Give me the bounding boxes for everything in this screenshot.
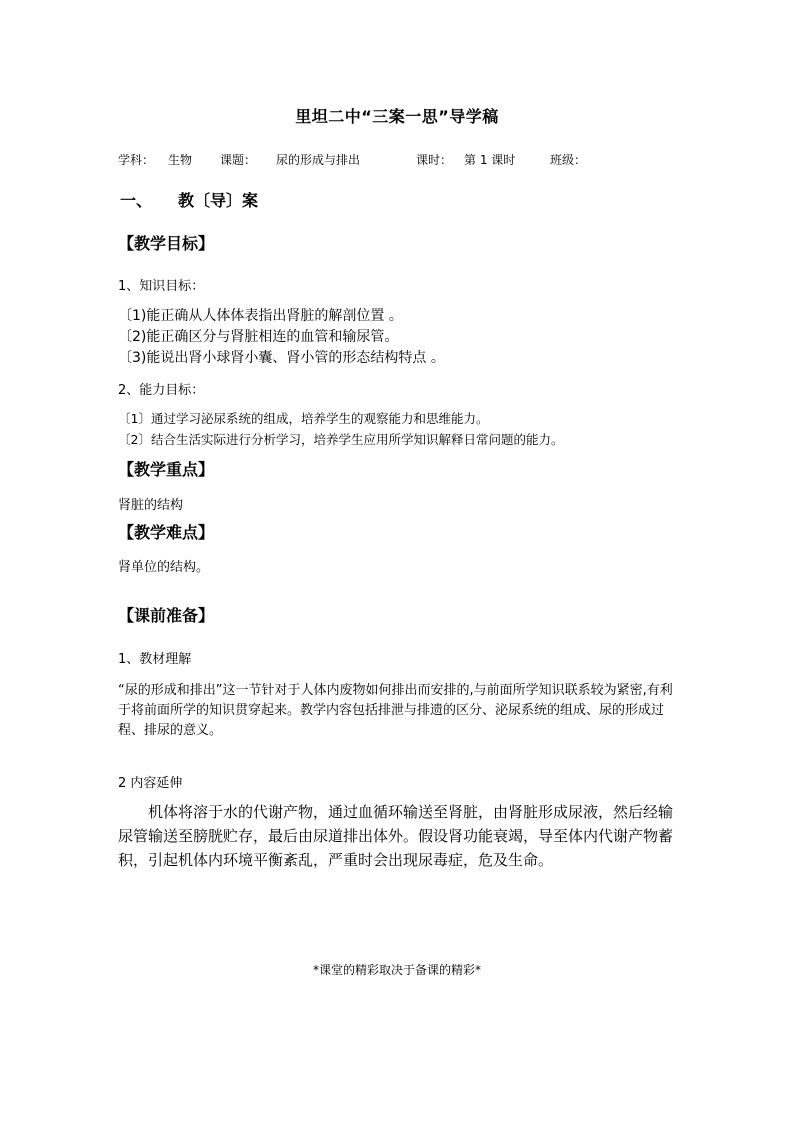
subject-label: 学科： <box>118 153 155 167</box>
class-label: 班级： <box>550 153 587 167</box>
teaching-difficulty-content: 肾单位的结构。 <box>118 560 210 575</box>
material-understanding-label: 1、教材理解 <box>118 652 192 667</box>
document-title: 里坦二中“三案一思”导学稿 <box>295 107 499 126</box>
subject-value: 生物 <box>168 153 193 167</box>
ability-goal-item: 〔1〕通过学习泌尿系统的组成，培养学生的观察能力和思维能力。 <box>118 411 489 426</box>
teaching-focus-content: 肾脏的结构 <box>118 498 184 513</box>
teaching-difficulty-heading: 【教学难点】 <box>118 523 215 542</box>
ability-goal-item: 〔2〕结合生活实际进行分析学习，培养学生应用所学知识解释日常问题的能力。 <box>118 432 564 447</box>
content-extension-label: 2 内容延伸 <box>118 776 183 791</box>
knowledge-goal-item: 〔1)能正确从人体体表指出肾脏的解剖位置 。 <box>118 308 403 324</box>
period-label: 课时： <box>416 153 453 167</box>
footer-motto: *课堂的精彩取决于备课的精彩* <box>312 963 481 977</box>
knowledge-goals-label: 1、知识目标： <box>118 279 205 294</box>
knowledge-goal-item: 〔2)能正确区分与肾脏相连的血管和输尿管。 <box>118 329 399 345</box>
section-one-number: 一、 <box>120 191 153 210</box>
material-understanding-text: “尿的形成和排出”这一节针对于人体内废物如何排出而安排的,与前面所学知识联系较为紧密,有利于将前面所学的知识贯穿起来。教学内容包括排泄与排遗的区分、泌尿系统的组成、尿的形成过程、排尿的意义。 <box>118 683 673 738</box>
section-one-title: 教〔导〕案 <box>178 191 259 210</box>
ability-goals-label: 2、能力目标： <box>118 383 205 398</box>
preparation-heading: 【课前准备】 <box>118 606 215 625</box>
teaching-focus-heading: 【教学重点】 <box>118 460 215 479</box>
topic-label: 课题： <box>220 153 257 167</box>
period-value: 第 1 课时 <box>464 153 516 167</box>
knowledge-goal-item: 〔3)能说出肾小球肾小囊、肾小管的形态结构特点 。 <box>118 350 445 366</box>
topic-value: 尿的形成与排出 <box>276 153 361 167</box>
content-extension-text: 机体将溶于水的代谢产物，通过血循环输送至肾脏，由肾脏形成尿液，然后经输尿管输送至膀胱贮存，最后由尿道排出体外。假设肾功能衰竭，导至体内代谢产物蓄积，引起机体内环境平衡紊乱，严重时会出现尿毒症，危及生命。 <box>118 803 674 869</box>
teaching-goals-heading: 【教学目标】 <box>118 234 215 253</box>
